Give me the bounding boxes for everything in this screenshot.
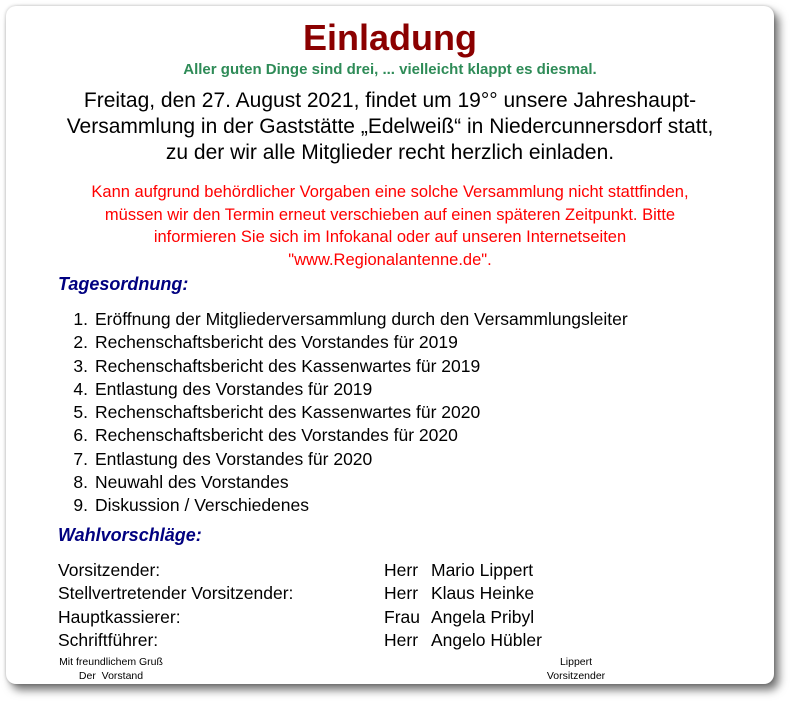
agenda-number: 5.: [73, 402, 88, 423]
page-title: Einladung: [303, 17, 477, 58]
list-item: [58, 401, 628, 424]
notice-line: Kann aufgrund behördlicher Vorgaben eine solche Versammlung nicht stattfinden,: [91, 183, 689, 201]
agenda-text: Neuwahl des Vorstandes: [95, 472, 289, 493]
candidate-salutation: Frau: [384, 606, 420, 627]
candidate-name: Klaus Heinke: [431, 583, 535, 604]
candidate-role: Hauptkassierer:: [58, 606, 181, 627]
list-item: [58, 331, 628, 354]
candidate-name: Mario Lippert: [431, 560, 534, 580]
agenda-text: Rechenschaftsbericht des Kassenwartes für 2020: [95, 402, 481, 423]
agenda-text: Rechenschaftsbericht des Vorstandes für 2020: [95, 425, 458, 446]
candidate-name: Angela Pribyl: [431, 606, 535, 627]
list-item: [58, 424, 628, 447]
candidates-heading: Wahlvorschläge:: [58, 525, 202, 545]
agenda-text: Rechenschaftsbericht des Vorstandes für 2019: [95, 332, 458, 353]
agenda-text: Rechenschaftsbericht des Kassenwartes für 2019: [95, 355, 481, 376]
agenda-heading: Tagesordnung:: [58, 274, 189, 294]
board-signature: Der Vorstand: [78, 670, 144, 682]
agenda-number: 6.: [73, 425, 88, 446]
signer-role: Vorsitzender: [546, 670, 606, 682]
agenda-text: Diskussion / Verschiedenes: [95, 495, 309, 516]
invitation-text-line: zu der wir alle Mitglieder recht herzlich einladen.: [165, 141, 615, 164]
candidate-salutation: Herr: [384, 583, 419, 604]
notice-text: [16, 181, 764, 271]
candidate-role: Stellvertretender Vorsitzender:: [58, 583, 294, 604]
notice-line: müssen wir den Termin erneut verschieben auf einen späteren Zeitpunkt. Bitte: [104, 205, 676, 224]
list-item: [58, 494, 628, 517]
invitation-text: [16, 88, 764, 166]
list-item: [58, 471, 628, 494]
signature-right: [476, 655, 676, 683]
agenda-number: 2.: [73, 332, 88, 353]
signer-name: Lippert: [559, 656, 593, 668]
subtitle: Aller guten Dinge sind drei, ... vielleicht klappt es diesmal.: [183, 61, 597, 78]
signature-left: [16, 655, 206, 683]
invitation-text-line: Versammlung in der Gaststätte „Edelweiß“ in Niedercunnersdorf statt,: [66, 115, 714, 138]
agenda-text: Eröffnung der Mitgliederversammlung durch den Versammlungsleiter: [95, 309, 628, 329]
agenda-text: Entlastung des Vorstandes für 2019: [95, 378, 373, 399]
agenda-number: 1.: [73, 309, 88, 329]
notice-line: informieren Sie sich im Infokanal oder auf unseren Internetseiten: [153, 228, 627, 246]
candidate-name: Angelo Hübler: [431, 629, 542, 650]
invitation-card: [6, 6, 774, 684]
agenda-number: 9.: [73, 495, 88, 516]
list-item: [58, 355, 628, 378]
agenda-list: [58, 308, 628, 518]
list-item: [58, 378, 628, 401]
candidate-role: Vorsitzender:: [58, 560, 161, 580]
list-item: [58, 448, 628, 471]
agenda-number: 8.: [73, 472, 88, 493]
candidate-role: Schriftführer:: [58, 629, 159, 650]
invitation-text-line: Freitag, den 27. August 2021, findet um 19°° unsere Jahreshaupt-: [83, 89, 697, 112]
agenda-number: 7.: [73, 448, 88, 469]
agenda-text: Entlastung des Vorstandes für 2020: [95, 448, 373, 469]
agenda-number: 3.: [73, 355, 88, 376]
list-item: [58, 308, 628, 331]
candidate-salutation: Herr: [384, 629, 419, 650]
notice-line: "www.Regionalantenne.de".: [288, 250, 492, 269]
candidate-salutation: Herr: [384, 560, 419, 580]
agenda-number: 4.: [73, 378, 88, 399]
greeting: Mit freundlichem Gruß: [59, 656, 163, 668]
